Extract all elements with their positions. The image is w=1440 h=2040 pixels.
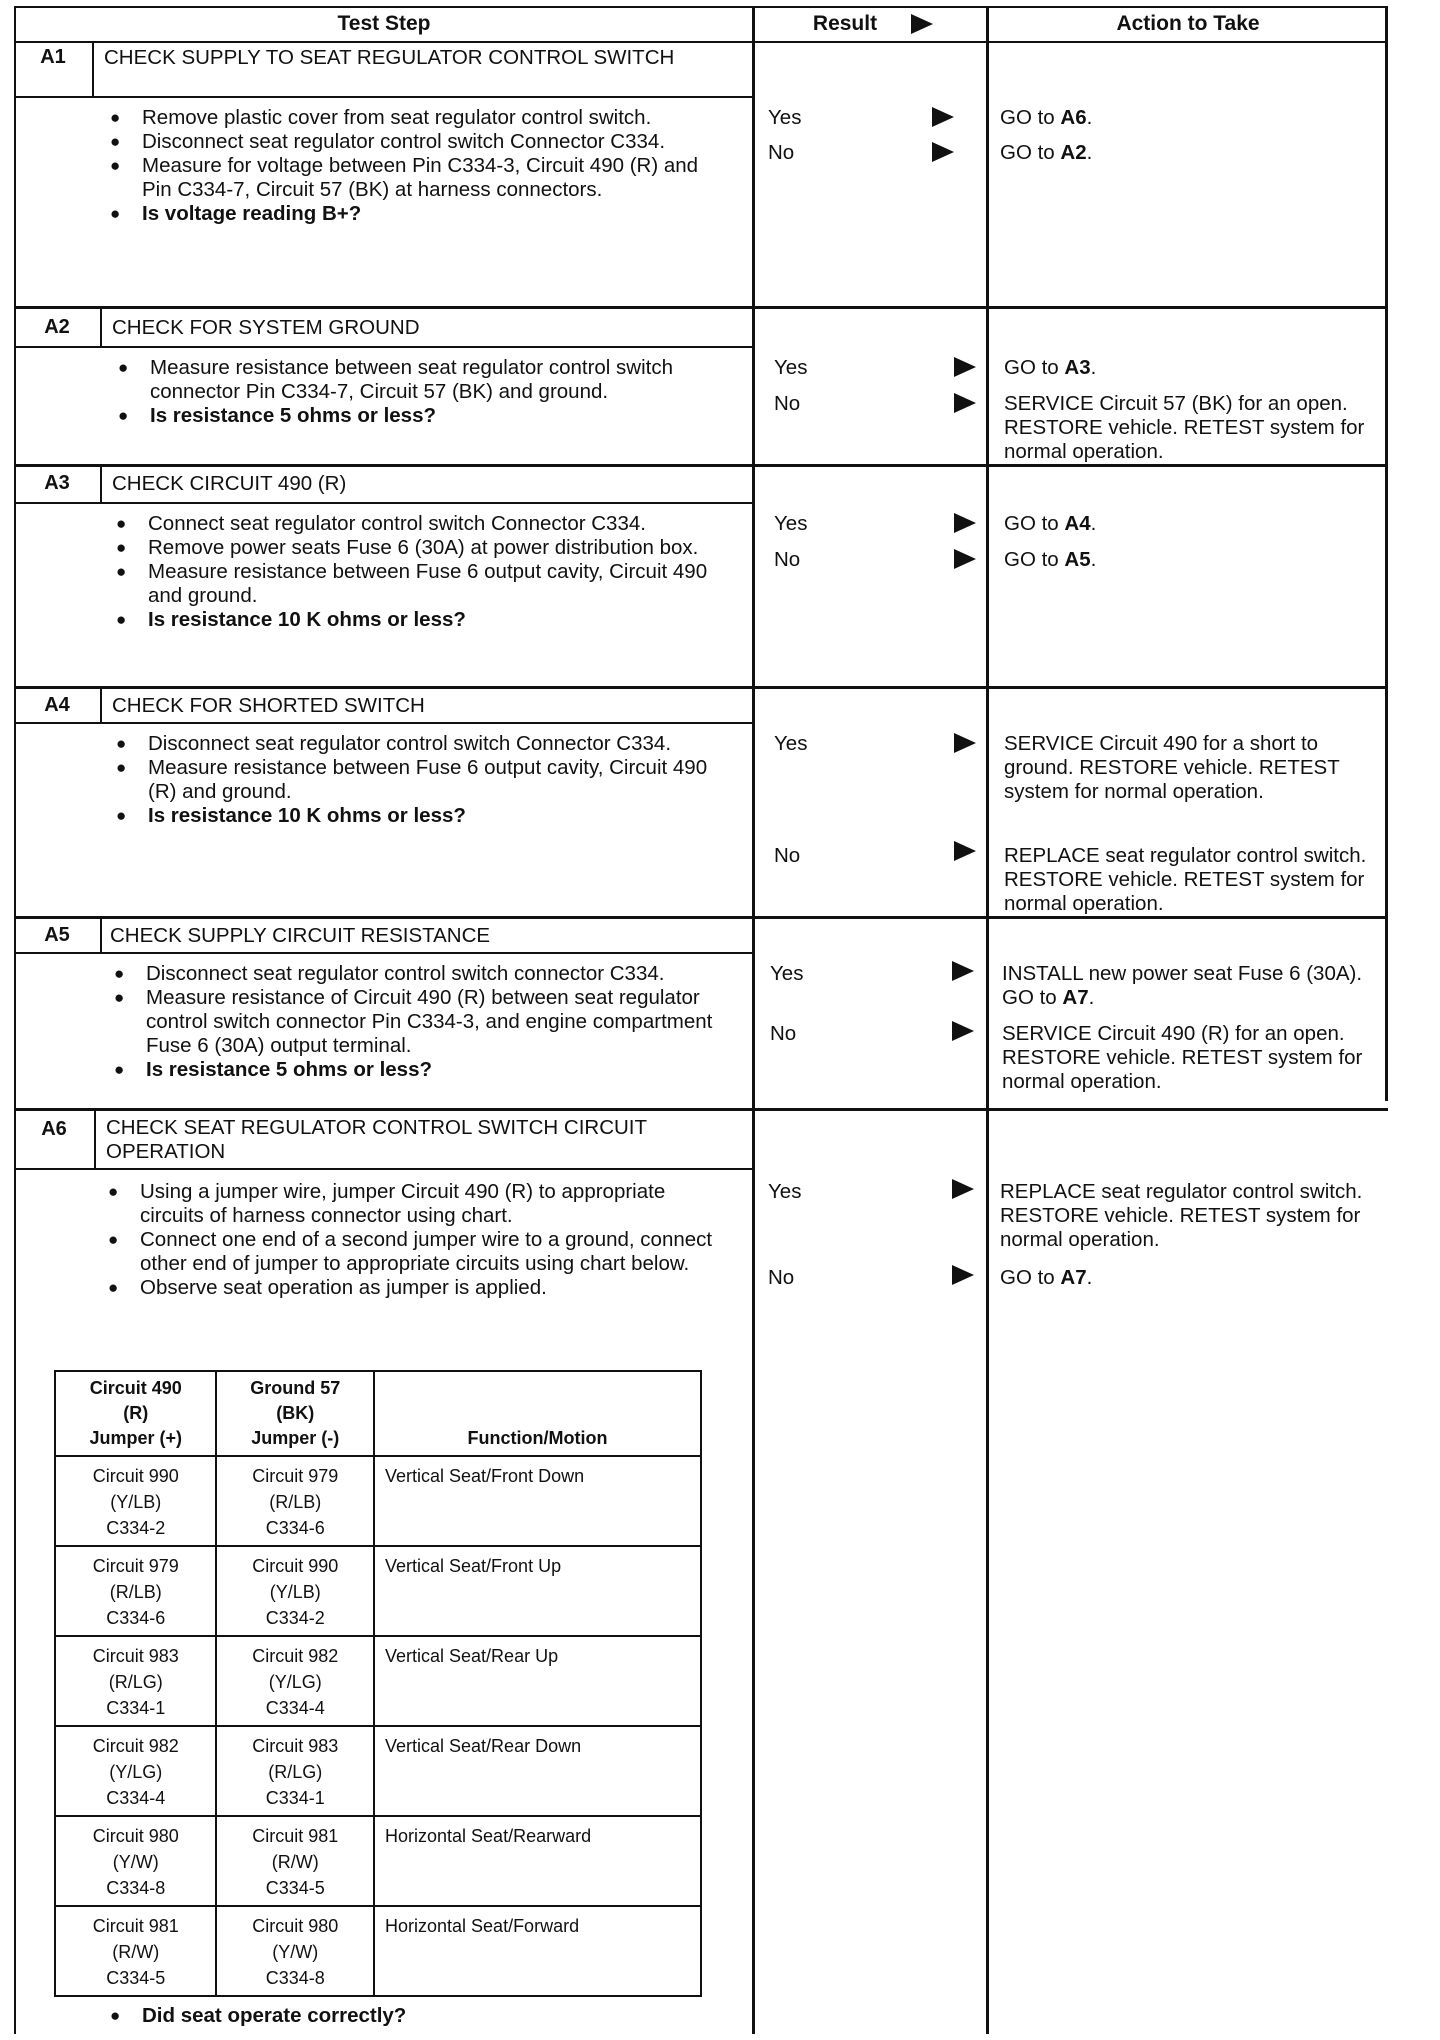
action-text: GO to A7. [1000,1266,1093,1289]
result-no: No [770,1022,797,1045]
instruction-item: ● Measure resistance between Fuse 6 output cavity, Circuit 490 (R) and ground. [110,756,730,804]
chart-row [55,1726,701,1816]
chart-cell: Horizontal Seat/Forward [374,1906,701,1996]
instruction-item: ● Connect seat regulator control switch Connector C334. [110,512,730,536]
action-text: GO to A4. [1004,512,1097,535]
step-title: CHECK SUPPLY TO SEAT REGULATOR CONTROL SWITCH [104,46,675,69]
result-arrow-icon [932,107,954,127]
chart-row [55,1546,701,1636]
title-box-divider [100,688,102,724]
chart-cell: Circuit 979 (R/LB) C334-6 [216,1456,374,1546]
row-separator [14,464,1388,467]
step-instructions [110,732,730,828]
result-yes: Yes [774,512,808,535]
result-arrow-icon [952,961,974,981]
title-box-bottom [14,502,754,504]
result-arrow-icon [952,1179,974,1199]
frame-right [1385,6,1388,1101]
frame-left [14,6,16,2034]
result-no: No [774,548,801,571]
chart-cell: Circuit 980 (Y/W) C334-8 [55,1816,216,1906]
chart-cell: Circuit 983 (R/LG) C334-1 [55,1636,216,1726]
frame-top [14,6,1388,8]
instruction-item: ● Measure resistance between Fuse 6 output cavity, Circuit 490 and ground. [110,560,730,608]
title-box-bottom [14,952,754,954]
chart-row [55,1636,701,1726]
instruction-item: ● Measure resistance of Circuit 490 (R) between seat regulator control switch connector Pin C334-3, and engine compartment Fuse 6 (30A) output terminal. [108,986,728,1058]
step-instructions [108,962,728,1082]
chart-cell: Vertical Seat/Rear Down [374,1726,701,1816]
row-separator [14,1108,1388,1111]
result-no: No [774,844,801,867]
result-no: No [768,141,795,164]
chart-header-row [55,1371,701,1456]
result-yes: Yes [774,732,808,755]
result-yes: Yes [774,356,808,379]
title-box-bottom [14,346,754,348]
header-result [758,6,988,42]
result-arrow-icon [954,549,976,569]
result-arrow-icon [954,393,976,413]
chart-header: Circuit 490 (R) Jumper (+) [55,1371,216,1456]
instruction-item: ● Measure for voltage between Pin C334-3, Circuit 490 (R) and Pin C334-7, Circuit 57 (BK) at harness connectors. [104,154,714,202]
instruction-item: ● Remove plastic cover from seat regulator control switch. [104,106,714,130]
result-arrow-icon [954,513,976,533]
chart-cell: Circuit 979 (R/LB) C334-6 [55,1546,216,1636]
result-yes: Yes [768,106,802,129]
step-question: ● Is resistance 10 K ohms or less? [110,804,730,828]
action-text: REPLACE seat regulator control switch. RESTORE vehicle. RETEST system for normal operation. [1000,1180,1363,1251]
step-title: CHECK SUPPLY CIRCUIT RESISTANCE [110,924,491,947]
step-title: CHECK FOR SHORTED SWITCH [112,694,425,717]
title-box-divider [94,1110,96,1170]
chart-row [55,1456,701,1546]
title-box-bottom [14,96,754,98]
step-id: A1 [40,45,66,68]
action-text: SERVICE Circuit 57 (BK) for an open. RESTORE vehicle. RETEST system for normal operation. [1004,392,1365,463]
step-question: ● Did seat operate correctly? [104,2004,724,2028]
title-box-bottom [14,722,754,724]
step-id: A4 [44,693,70,716]
step-instructions [110,512,730,632]
column-divider-1 [752,6,755,2034]
title-box-divider [100,918,102,954]
step-title: CHECK SEAT REGULATOR CONTROL SWITCH CIRCUIT OPERATION [106,1116,647,1163]
instruction-item: ● Disconnect seat regulator control switch connector C334. [108,962,728,986]
title-box-divider [100,466,102,504]
header-underline [14,41,1388,43]
step-id: A2 [44,315,70,338]
result-arrow-icon [954,841,976,861]
result-arrow-icon [954,733,976,753]
instruction-item: ● Disconnect seat regulator control switch Connector C334. [110,732,730,756]
chart-cell: Vertical Seat/Front Down [374,1456,701,1546]
action-text: GO to A5. [1004,548,1097,571]
chart-cell: Circuit 982 (Y/LG) C334-4 [216,1636,374,1726]
chart-cell: Circuit 990 (Y/LB) C334-2 [216,1546,374,1636]
action-text: REPLACE seat regulator control switch. RESTORE vehicle. RETEST system for normal operation. [1004,844,1367,915]
step-id: A6 [41,1117,67,1140]
result-arrow-icon [954,357,976,377]
column-divider-2 [986,6,989,2034]
action-text: SERVICE Circuit 490 (R) for an open. RESTORE vehicle. RETEST system for normal operation. [1002,1022,1363,1093]
result-arrow-icon [911,14,933,34]
instruction-item: ● Disconnect seat regulator control switch Connector C334. [104,130,714,154]
chart-cell: Vertical Seat/Front Up [374,1546,701,1636]
instruction-item: ● Connect one end of a second jumper wire to a ground, connect other end of jumper to appropriate circuits using chart below. [102,1228,722,1276]
action-text: GO to A6. [1000,106,1093,129]
step-id: A3 [44,471,70,494]
chart-row [55,1816,701,1906]
chart-cell: Circuit 980 (Y/W) C334-8 [216,1906,374,1996]
step-instructions [102,1180,722,1300]
result-yes: Yes [770,962,804,985]
instruction-item: ● Observe seat operation as jumper is applied. [102,1276,722,1300]
result-no: No [774,392,801,415]
result-no: No [768,1266,795,1289]
result-yes: Yes [768,1180,802,1203]
instruction-item: ● Remove power seats Fuse 6 (30A) at power distribution box. [110,536,730,560]
chart-row [55,1906,701,1996]
step-id: A5 [44,923,70,946]
step-instructions [104,106,714,226]
title-box-divider [92,42,94,98]
title-box-bottom [14,1168,754,1170]
instruction-item: ● Measure resistance between seat regulator control switch connector Pin C334-7, Circuit 57 (BK) and ground. [112,356,732,404]
action-text: GO to A3. [1004,356,1097,379]
action-text: INSTALL new power seat Fuse 6 (30A). GO to A7. [1002,962,1363,1009]
chart-cell: Circuit 981 (R/W) C334-5 [216,1816,374,1906]
step-question: ● Is resistance 5 ohms or less? [108,1058,728,1082]
result-arrow-icon [932,142,954,162]
title-box-divider [100,308,102,348]
header-action: Action to Take [1116,12,1260,35]
result-arrow-icon [952,1265,974,1285]
step-instructions [112,356,732,428]
header-result-label: Result [812,12,878,35]
result-arrow-icon [952,1021,974,1041]
jumper-chart [54,1370,702,1997]
row-separator [14,686,1388,689]
row-separator [14,916,1388,919]
chart-cell: Horizontal Seat/Rearward [374,1816,701,1906]
chart-cell: Circuit 983 (R/LG) C334-1 [216,1726,374,1816]
chart-cell: Vertical Seat/Rear Up [374,1636,701,1726]
chart-header: Ground 57 (BK) Jumper (-) [216,1371,374,1456]
step-title: CHECK CIRCUIT 490 (R) [112,472,347,495]
action-text: GO to A2. [1000,141,1093,164]
chart-header: Function/Motion [374,1371,701,1456]
action-text: SERVICE Circuit 490 for a short to ground. RESTORE vehicle. RETEST system for normal operation. [1004,732,1340,803]
chart-cell: Circuit 982 (Y/LG) C334-4 [55,1726,216,1816]
chart-cell: Circuit 981 (R/W) C334-5 [55,1906,216,1996]
instruction-item: ● Using a jumper wire, jumper Circuit 490 (R) to appropriate circuits of harness connector using chart. [102,1180,722,1228]
step-title: CHECK FOR SYSTEM GROUND [112,316,420,339]
step-instructions [104,2004,724,2028]
step-question: ● Is resistance 10 K ohms or less? [110,608,730,632]
step-question: ● Is voltage reading B+? [104,202,714,226]
header-test-step: Test Step [337,12,431,35]
row-separator [14,306,1388,309]
step-question: ● Is resistance 5 ohms or less? [112,404,732,428]
chart-cell: Circuit 990 (Y/LB) C334-2 [55,1456,216,1546]
diagnostic-table [14,6,1388,2034]
